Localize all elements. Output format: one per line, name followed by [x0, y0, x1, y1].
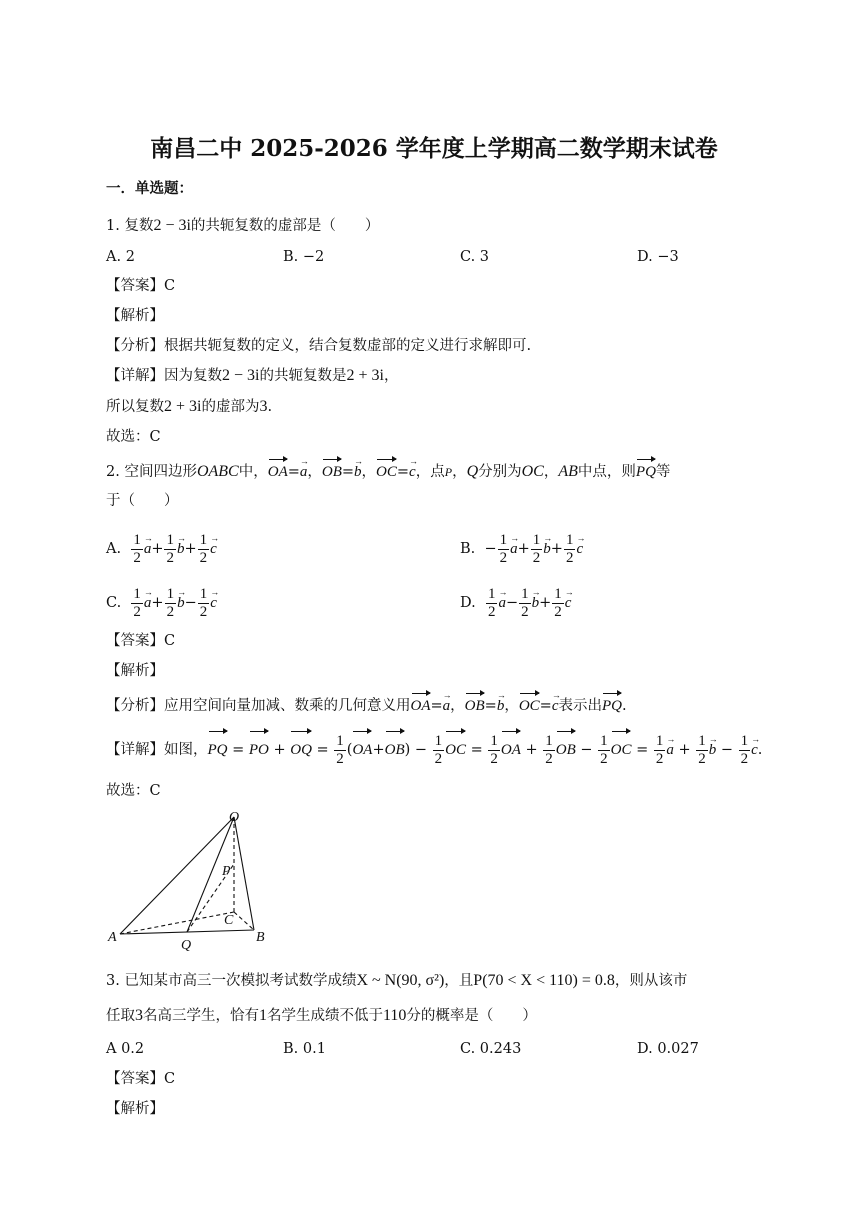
q3-stem-line2: [106, 1005, 537, 1027]
q3-option-d: D. 0.027: [637, 1041, 699, 1057]
q2-option-d: D. $\frac{1}{2}$ a →− $\frac{1}{2}$ b →+ $\frac{1}{2}$ c →: [460, 584, 571, 621]
q2-stem: 2. 空间四边形OABC中，OA=a →，OB=b →，OC=c →，点P，Q分别为OC，AB中点，则PQ等: [106, 458, 670, 483]
q1-line2-text: 所以复数: [106, 399, 164, 415]
label-o: O: [229, 810, 240, 825]
q3-answer: 【答案】C: [106, 1071, 176, 1087]
q3-option-b: B. 0.1: [283, 1041, 326, 1057]
q1-option-c: C. 3: [460, 249, 490, 265]
q3-line2-text-d: 分的概率是（ ）: [406, 1008, 537, 1024]
edge-ob: [234, 817, 254, 930]
q2-stem-text: 2. 空间四边形: [106, 464, 197, 480]
q2-option-b-label: B.: [460, 541, 476, 557]
q1-stem-text: 1. 复数: [106, 218, 154, 234]
q1-option-a: A. 2: [106, 249, 135, 265]
q2-option-d-label: D.: [460, 595, 476, 611]
q1-line2-text-c: .: [267, 399, 273, 415]
q2-option-a-label: A.: [106, 541, 122, 557]
q1-line2-value: 3: [259, 398, 268, 415]
q3-line2-value1: 3: [135, 1007, 143, 1024]
q2-option-c-label: C.: [106, 595, 122, 611]
q1-fenxi: 【分析】根据共轭复数的定义，结合复数虚部的定义进行求解即可.: [106, 338, 532, 354]
q3-line2-text: 任取: [106, 1008, 135, 1024]
label-c: C: [224, 913, 234, 928]
q3-line2-value3: 110: [383, 1007, 407, 1024]
q3-stem-text-b: ，且: [444, 973, 474, 989]
label-a: A: [108, 930, 117, 945]
q1-stem-text-b: 的共轭复数的虚部是（ ）: [190, 218, 380, 234]
label-p: P: [222, 864, 231, 879]
q1-line2-expr: 2 + 3i: [164, 398, 202, 415]
q2-jiexi: 【解析】: [106, 663, 164, 679]
q1-option-b: B. −2: [283, 249, 325, 265]
q2-guxuan: 故选：C: [106, 783, 161, 799]
q1-answer: 【答案】C: [106, 278, 176, 294]
q3-option-a: A 0.2: [106, 1041, 145, 1057]
q2-stem-text-b: 中，: [238, 464, 268, 480]
q3-jiexi: 【解析】: [106, 1101, 164, 1117]
q1-xiangjie-expr1: 2 − 3i: [222, 367, 260, 384]
q2-stem-line2: 于（ ）: [106, 493, 179, 509]
section-heading: 一．单选题：: [106, 180, 193, 197]
q1-option-d: D. −3: [637, 249, 679, 265]
q1-xiangjie-expr2: 2 + 3i: [346, 367, 384, 384]
q1-xiangjie: [106, 365, 398, 387]
q1-jiexi: 【解析】: [106, 308, 164, 324]
q1-xiangjie-line2: [106, 396, 272, 418]
q2-xiangjie-text: 【详解】如图，: [106, 742, 208, 758]
q3-stem-expr2: P(70 < X < 110) = 0.8: [473, 972, 615, 989]
q1-xiangjie-text-b: 的共轭复数是: [259, 368, 347, 384]
tetrahedron-figure: [100, 806, 280, 951]
q2-fenxi-text-b: 表示出: [558, 698, 602, 714]
page-title: 南昌二中 2025-2026 学年度上学期高二数学期末试卷: [150, 135, 718, 162]
q1-stem: [106, 215, 379, 237]
q1-xiangjie-text-c: ，: [383, 368, 399, 384]
q3-stem-text-c: ，则从该市: [614, 973, 688, 989]
edge-ao: [120, 817, 234, 934]
q2-stem-text-e: 中点，则: [577, 464, 636, 480]
q2-option-b: B. − $\frac{1}{2}$ a →+ $\frac{1}{2}$ b →+ $\frac{1}{2}$ c →: [460, 530, 583, 567]
q1-stem-expr: 2 − 3i: [153, 217, 191, 234]
q1-guxuan: 故选：C: [106, 429, 161, 445]
label-b: B: [256, 930, 265, 945]
q3-stem-text: 3. 已知某市高三一次模拟考试数学成绩: [106, 973, 357, 989]
q2-fenxi-text: 【分析】应用空间向量加减、数乘的几何意义用: [106, 698, 411, 714]
q2-stem-text-c: ，点: [415, 464, 445, 480]
q2-fenxi: 【分析】应用空间向量加减、数乘的几何意义用OA=a →，OB=b →，OC=c →表示出PQ.: [106, 692, 627, 717]
q2-option-c: C. $\frac{1}{2}$ a →+ $\frac{1}{2}$ b →− $\frac{1}{2}$ c →: [106, 584, 217, 621]
q3-option-c: C. 0.243: [460, 1041, 522, 1057]
q2-stem-text-f: 等: [655, 464, 671, 480]
q3-stem: [106, 970, 687, 992]
q3-line2-value2: 1: [259, 1007, 267, 1024]
q2-stem-text-d: 分别为: [478, 464, 522, 480]
q1-xiangjie-text: 【详解】因为复数: [106, 368, 222, 384]
q3-stem-expr1: X ~ N(90, σ²): [356, 972, 445, 989]
q2-xiangjie: 【详解】如图，PQ = PO + OQ = $\frac{1}{2}$ (OA+OB) − $\frac{1}{2}$ OC = $\frac{1}{2}$ OA + $\frac{1}{2}$ OB − $\frac{1}{2}$ OC = $\frac{1}{2}$ a → + $\frac{1}{2}$ b → − $\frac{1}{2}$ c →.: [106, 730, 762, 768]
q3-line2-text-b: 名高三学生，恰有: [143, 1008, 259, 1024]
label-q: Q: [181, 938, 192, 951]
q2-option-a: A. $\frac{1}{2}$ a →+ $\frac{1}{2}$ b →+ $\frac{1}{2}$ c →: [106, 530, 217, 567]
q1-line2-text-b: 的虚部为: [201, 399, 260, 415]
q3-line2-text-c: 名学生成绩不低于: [267, 1008, 383, 1024]
q2-answer: 【答案】C: [106, 633, 176, 649]
